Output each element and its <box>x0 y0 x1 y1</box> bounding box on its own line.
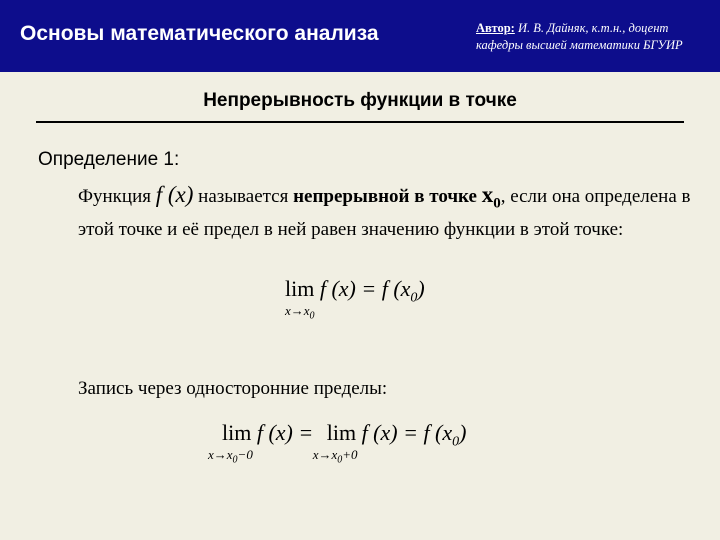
definition-text <box>78 182 698 243</box>
title-divider <box>36 121 684 123</box>
one-sided-label: Запись через односторонние пределы: <box>78 378 388 399</box>
author-department: кафедры высшей математики БГУИР <box>476 38 683 52</box>
word-function: Функция <box>78 186 151 207</box>
header-bar <box>0 0 720 72</box>
continuity-formula: lim $x\to x_0$ f (x) = f $(x_0)$ <box>285 276 425 322</box>
left-limit-expression: f (x) = <box>256 420 314 445</box>
function-symbol: f (x) <box>155 182 194 207</box>
word-if: , если <box>500 186 548 207</box>
author-info <box>476 20 716 54</box>
left-limit-operator: lim $x\to x_0-0$ <box>208 420 253 466</box>
point-symbol: $x_0$ <box>481 182 501 212</box>
right-limit-expression: f (x) = f $(x_0)$ <box>361 420 467 450</box>
section-title: Непрерывность функции в точке <box>203 90 517 111</box>
one-sided-formula <box>208 420 467 466</box>
limit-operator: lim $x\to x_0$ <box>285 276 315 322</box>
author-name: И. В. Дайняк, к.т.н., доцент <box>517 21 669 35</box>
right-limit-operator: lim $x\to x_0+0$ <box>312 420 358 466</box>
definition-rest: она определена в этой точке и её предел в ней равен значению функции в этой точке: <box>78 186 691 240</box>
definition-label: Определение 1: <box>38 149 180 170</box>
word-called: называется <box>198 186 289 207</box>
author-label: Автор: <box>476 21 515 35</box>
course-title: Основы математического анализа <box>20 22 379 45</box>
definition-term: непрерывной в точке <box>293 186 477 207</box>
